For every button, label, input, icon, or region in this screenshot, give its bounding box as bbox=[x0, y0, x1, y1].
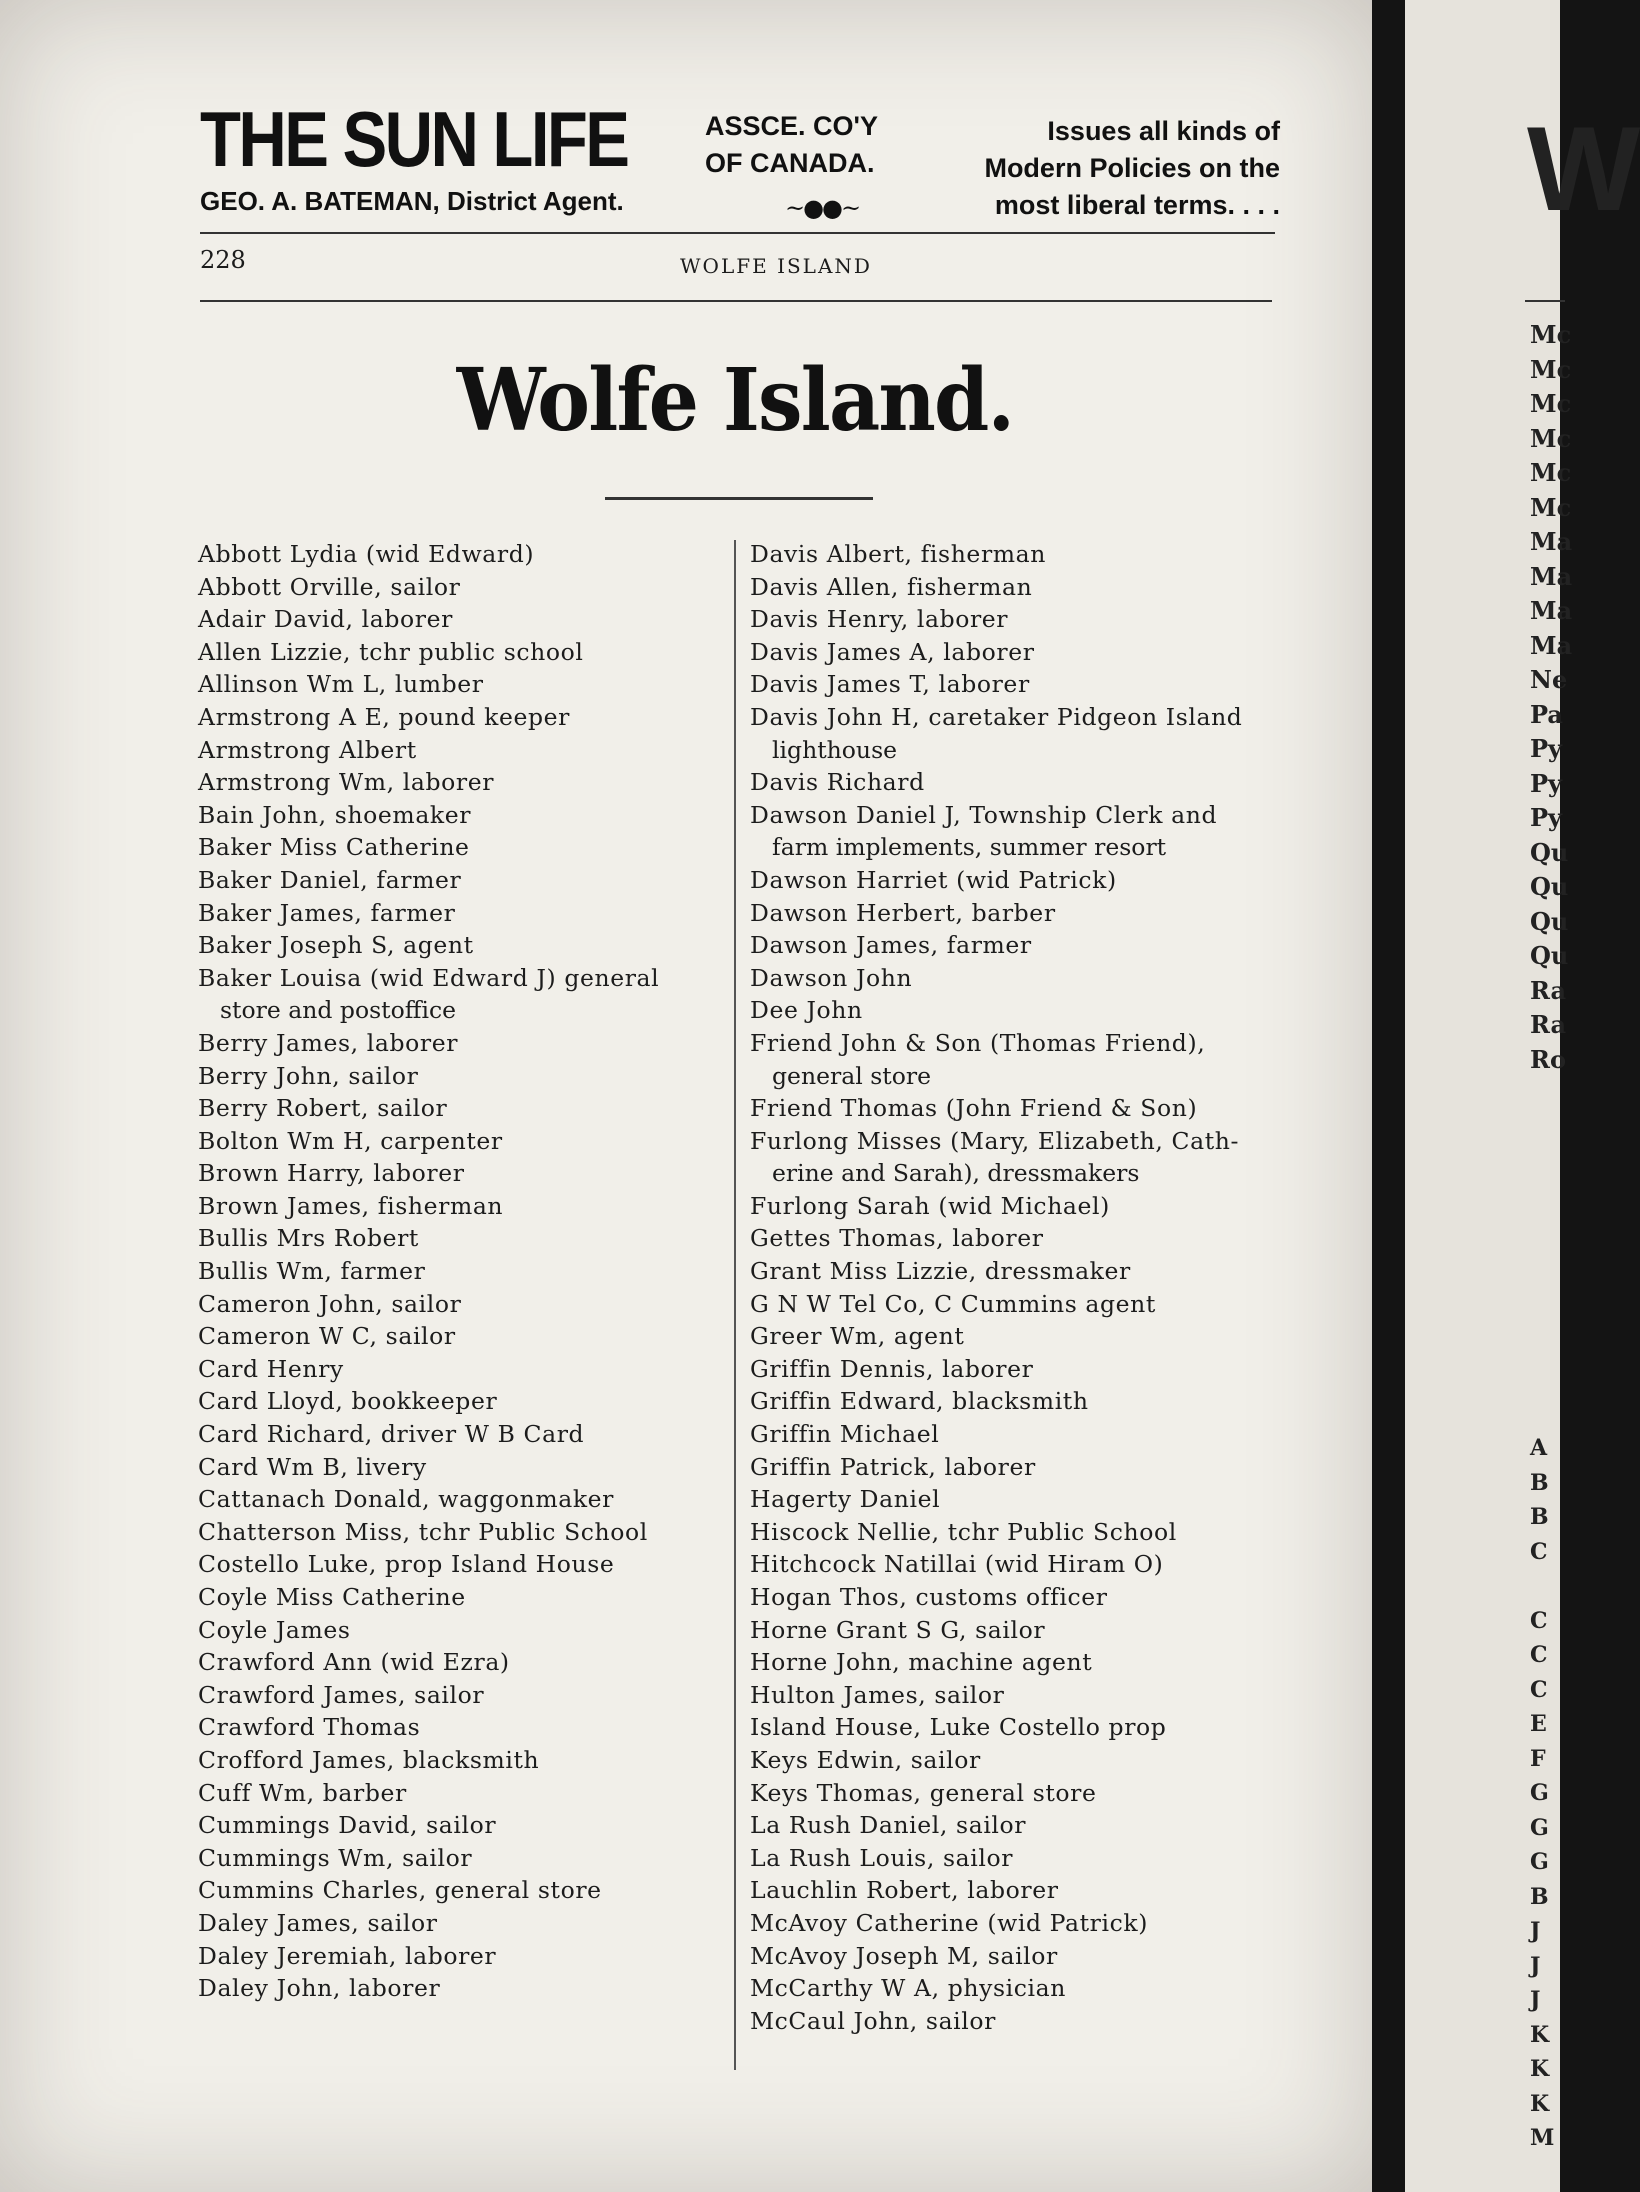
entry-text: Crawford James, sailor bbox=[198, 1680, 485, 1709]
entry-text: Baker Louisa (wid Edward J) general bbox=[198, 963, 660, 992]
entry-text: Card Richard, driver W B Card bbox=[198, 1420, 585, 1449]
next-page-fragment: J bbox=[1530, 1952, 1541, 1979]
running-head bbox=[200, 246, 1270, 286]
next-page-fragment: Mc bbox=[1530, 354, 1572, 384]
next-page-fragment: J bbox=[1530, 1987, 1541, 2013]
page-number: 228 bbox=[200, 246, 246, 274]
directory-entry bbox=[198, 1385, 733, 1418]
directory-entry bbox=[198, 1711, 733, 1744]
directory-entry bbox=[198, 1972, 733, 2005]
directory-entry bbox=[750, 603, 1285, 636]
entry-text: Dawson Herbert, barber bbox=[750, 898, 1056, 927]
directory-entry bbox=[198, 734, 733, 767]
entry-text: Berry James, laborer bbox=[198, 1028, 459, 1057]
directory-entry bbox=[198, 864, 733, 897]
next-page-letter: W bbox=[1527, 102, 1640, 236]
entry-text: Baker Joseph S, agent bbox=[198, 931, 474, 960]
next-page-fragment: Py bbox=[1530, 768, 1562, 798]
entry-text: Adair David, laborer bbox=[198, 605, 453, 634]
entry-text: Davis John H, caretaker Pidgeon Island bbox=[750, 702, 1243, 731]
entry-text: Baker Miss Catherine bbox=[198, 833, 470, 862]
directory-entry bbox=[750, 1907, 1285, 1940]
directory-entry bbox=[198, 1744, 733, 1777]
directory-entry bbox=[750, 962, 1285, 995]
entry-text: Keys Thomas, general store bbox=[750, 1778, 1097, 1807]
directory-column-left bbox=[198, 538, 733, 2005]
next-page-fragment: C bbox=[1530, 1538, 1548, 1565]
next-page-fragment: G bbox=[1530, 1780, 1549, 1806]
entry-text: Dawson Daniel J, Township Clerk and bbox=[750, 800, 1218, 829]
directory-entry bbox=[750, 799, 1285, 864]
entry-text: Greer Wm, agent bbox=[750, 1322, 965, 1351]
next-page-fragment: Mc bbox=[1530, 423, 1572, 453]
directory-entry bbox=[750, 1516, 1285, 1549]
directory-entry bbox=[750, 1353, 1285, 1386]
directory-entry bbox=[750, 571, 1285, 604]
next-page-fragment: Ra bbox=[1530, 975, 1567, 1005]
directory-entry bbox=[750, 1320, 1285, 1353]
entry-text: G N W Tel Co, C Cummins agent bbox=[750, 1289, 1156, 1318]
directory-entry bbox=[198, 1190, 733, 1223]
entry-text: Bullis Mrs Robert bbox=[198, 1224, 419, 1253]
directory-entry bbox=[750, 1418, 1285, 1451]
directory-entry bbox=[750, 1581, 1285, 1614]
ad-divider bbox=[200, 232, 1275, 234]
directory-entry bbox=[198, 1907, 733, 1940]
page-title: Wolfe Island. bbox=[456, 350, 1014, 451]
next-page-fragment: Qu bbox=[1530, 906, 1569, 936]
entry-text: McAvoy Catherine (wid Patrick) bbox=[750, 1908, 1148, 1937]
entry-text: Furlong Misses (Mary, Elizabeth, Cath- bbox=[750, 1126, 1240, 1155]
entry-text: Keys Edwin, sailor bbox=[750, 1745, 981, 1774]
directory-entry bbox=[750, 701, 1285, 766]
directory-column-right bbox=[750, 538, 1285, 2037]
next-page-fragment: Ne bbox=[1530, 665, 1568, 694]
directory-entry bbox=[750, 1874, 1285, 1907]
ad-agent: GEO. A. BATEMAN, District Agent. bbox=[200, 186, 624, 216]
entry-text: Brown James, fisherman bbox=[198, 1191, 504, 1220]
entry-text: Chatterson Miss, tchr Public School bbox=[198, 1517, 648, 1546]
entry-text: Armstrong A E, pound keeper bbox=[198, 702, 570, 731]
entry-text: La Rush Daniel, sailor bbox=[750, 1811, 1027, 1840]
directory-entry bbox=[750, 538, 1285, 571]
next-page-edge bbox=[1405, 0, 1640, 2192]
entry-text: Bain John, shoemaker bbox=[198, 800, 472, 829]
entry-text: Dawson Harriet (wid Patrick) bbox=[750, 865, 1117, 894]
entry-text: Daley Jeremiah, laborer bbox=[198, 1941, 497, 1970]
next-page-fragment: Py bbox=[1530, 803, 1562, 832]
entry-text: McCarthy W A, physician bbox=[750, 1974, 1066, 2003]
directory-entry bbox=[198, 1548, 733, 1581]
next-page-fragments-lower bbox=[1530, 1435, 1554, 2160]
ad-slogan-line: Modern Policies on the bbox=[984, 153, 1280, 183]
column-divider bbox=[734, 540, 736, 2070]
next-page-rule bbox=[1525, 300, 1565, 302]
directory-entry bbox=[750, 1222, 1285, 1255]
entry-text: Costello Luke, prop Island House bbox=[198, 1550, 615, 1579]
entry-text: Crawford Thomas bbox=[198, 1713, 421, 1742]
entry-text: Cuff Wm, barber bbox=[198, 1778, 407, 1807]
entry-text: Griffin Michael bbox=[750, 1420, 940, 1449]
entry-continuation: farm implements, summer resort bbox=[772, 833, 1167, 862]
next-page-fragment: Qu bbox=[1530, 941, 1569, 970]
entry-text: Davis James A, laborer bbox=[750, 637, 1035, 666]
next-page-fragment: E bbox=[1530, 1711, 1547, 1737]
entry-text: Dawson James, farmer bbox=[750, 931, 1032, 960]
entry-text: Friend John & Son (Thomas Friend), bbox=[750, 1028, 1206, 1057]
entry-text: Hulton James, sailor bbox=[750, 1680, 1005, 1709]
next-page-fragment: M bbox=[1530, 2125, 1555, 2151]
entry-text: Davis Richard bbox=[750, 768, 925, 797]
entry-text: Lauchlin Robert, laborer bbox=[750, 1876, 1059, 1905]
directory-entry bbox=[198, 701, 733, 734]
directory-entry bbox=[750, 1092, 1285, 1125]
entry-text: Island House, Luke Costello prop bbox=[750, 1713, 1167, 1742]
entry-text: Horne Grant S G, sailor bbox=[750, 1615, 1046, 1644]
next-page-fragment: K bbox=[1530, 2021, 1550, 2048]
entry-text: Gettes Thomas, laborer bbox=[750, 1224, 1044, 1253]
next-page-fragment: A bbox=[1530, 1435, 1548, 1461]
next-page-fragment: B bbox=[1530, 1504, 1549, 1530]
directory-entry bbox=[750, 1940, 1285, 1973]
entry-continuation: lighthouse bbox=[772, 735, 898, 764]
directory-entry bbox=[198, 1842, 733, 1875]
directory-entry bbox=[750, 1255, 1285, 1288]
directory-entry bbox=[198, 1027, 733, 1060]
directory-entry bbox=[198, 1874, 733, 1907]
entry-text: Berry Robert, sailor bbox=[198, 1094, 448, 1123]
next-page-fragment bbox=[1530, 1573, 1554, 1608]
directory-entry bbox=[198, 766, 733, 799]
directory-entry bbox=[198, 1125, 733, 1158]
entry-text: Coyle Miss Catherine bbox=[198, 1583, 466, 1611]
directory-entry bbox=[198, 1092, 733, 1125]
directory-entry bbox=[198, 603, 733, 636]
entry-text: Dawson John bbox=[750, 963, 913, 992]
directory-entry bbox=[750, 668, 1285, 701]
next-page-fragment: C bbox=[1530, 1642, 1548, 1668]
entry-text: Card Wm B, livery bbox=[198, 1452, 427, 1481]
directory-entry bbox=[198, 897, 733, 930]
directory-entry bbox=[750, 1190, 1285, 1223]
directory-entry bbox=[198, 1646, 733, 1679]
next-page-fragment: Mc bbox=[1530, 458, 1572, 487]
entry-text: Horne John, machine agent bbox=[750, 1648, 1093, 1677]
directory-entry bbox=[750, 1614, 1285, 1647]
directory-entry bbox=[198, 1777, 733, 1810]
directory-entry bbox=[198, 1516, 733, 1549]
next-page-fragment: G bbox=[1530, 1849, 1549, 1875]
directory-entry bbox=[750, 1679, 1285, 1712]
next-page-fragment: Pa bbox=[1530, 699, 1563, 729]
entry-text: Daley James, sailor bbox=[198, 1908, 438, 1937]
directory-entry bbox=[198, 1483, 733, 1516]
next-page-fragment: F bbox=[1530, 1745, 1546, 1772]
directory-entry bbox=[198, 538, 733, 571]
entry-continuation: general store bbox=[772, 1061, 932, 1090]
directory-entry bbox=[750, 1809, 1285, 1842]
directory-entry bbox=[750, 636, 1285, 669]
directory-entry bbox=[750, 864, 1285, 897]
next-page-fragment: K bbox=[1530, 2056, 1550, 2082]
directory-entry bbox=[750, 994, 1285, 1027]
advertisement-banner bbox=[200, 95, 1280, 240]
ad-company bbox=[705, 108, 878, 182]
entry-text: Armstrong Wm, laborer bbox=[198, 768, 495, 797]
entry-continuation: store and postoffice bbox=[220, 996, 457, 1025]
directory-entry bbox=[750, 1711, 1285, 1744]
entry-text: Baker James, farmer bbox=[198, 898, 456, 927]
directory-entry bbox=[198, 1679, 733, 1712]
next-page-fragment: Py bbox=[1530, 734, 1562, 763]
entry-text: Brown Harry, laborer bbox=[198, 1159, 465, 1188]
entry-text: Cummings Wm, sailor bbox=[198, 1843, 473, 1872]
directory-entry bbox=[198, 571, 733, 604]
entry-text: Crofford James, blacksmith bbox=[198, 1745, 540, 1774]
entry-text: Davis Allen, fisherman bbox=[750, 572, 1033, 601]
entry-text: Berry John, sailor bbox=[198, 1061, 419, 1090]
directory-entry bbox=[198, 799, 733, 832]
entry-text: Furlong Sarah (wid Michael) bbox=[750, 1191, 1110, 1220]
directory-entry bbox=[198, 831, 733, 864]
directory-entry bbox=[198, 636, 733, 669]
directory-entry bbox=[198, 929, 733, 962]
entry-text: Hagerty Daniel bbox=[750, 1485, 941, 1514]
next-page-fragment: Qu bbox=[1530, 872, 1569, 901]
directory-entry bbox=[750, 1125, 1285, 1190]
entry-text: Davis Henry, laborer bbox=[750, 605, 1009, 634]
directory-entry bbox=[750, 929, 1285, 962]
directory-entry bbox=[198, 668, 733, 701]
entry-text: Griffin Edward, blacksmith bbox=[750, 1387, 1089, 1416]
next-page-fragment: Ma bbox=[1530, 527, 1573, 556]
ad-company-line: OF CANADA. bbox=[705, 148, 875, 178]
running-title: WOLFE ISLAND bbox=[680, 254, 872, 278]
directory-entry bbox=[750, 1385, 1285, 1418]
entry-text: Dee John bbox=[750, 996, 863, 1025]
header-divider bbox=[200, 300, 1272, 302]
directory-entry bbox=[750, 1483, 1285, 1516]
next-page-fragment: Ma bbox=[1530, 561, 1573, 591]
ornament-icon: ~●●~ bbox=[785, 194, 860, 222]
next-page-fragment: Mc bbox=[1530, 320, 1572, 349]
entry-text: Bullis Wm, farmer bbox=[198, 1257, 426, 1286]
next-page-fragment: J bbox=[1530, 1918, 1541, 1944]
directory-entry bbox=[198, 1060, 733, 1093]
entry-text: Abbott Lydia (wid Edward) bbox=[198, 540, 535, 568]
ad-slogan bbox=[935, 113, 1280, 224]
entry-text: Griffin Dennis, laborer bbox=[750, 1354, 1034, 1383]
directory-entry bbox=[750, 1842, 1285, 1875]
next-page-fragment: K bbox=[1530, 2090, 1550, 2117]
directory-entry bbox=[198, 1255, 733, 1288]
entry-text: Hitchcock Natillai (wid Hiram O) bbox=[750, 1550, 1164, 1579]
next-page-fragment: B bbox=[1530, 1883, 1549, 1910]
entry-text: Armstrong Albert bbox=[198, 735, 417, 764]
directory-entry bbox=[198, 1288, 733, 1321]
directory-entry bbox=[198, 1809, 733, 1842]
entry-text: Cameron John, sailor bbox=[198, 1289, 462, 1318]
entry-text: Allen Lizzie, tchr public school bbox=[198, 637, 584, 666]
entry-text: McAvoy Joseph M, sailor bbox=[750, 1941, 1058, 1970]
entry-text: Coyle James bbox=[198, 1615, 351, 1644]
entry-text: Hiscock Nellie, tchr Public School bbox=[750, 1517, 1177, 1546]
entry-text: La Rush Louis, sailor bbox=[750, 1843, 1014, 1872]
next-page-fragment: B bbox=[1530, 1469, 1549, 1496]
entry-text: Cummins Charles, general store bbox=[198, 1876, 602, 1905]
directory-entry bbox=[750, 1972, 1285, 2005]
ad-company-line: ASSCE. CO'Y bbox=[705, 111, 878, 141]
directory-entry bbox=[198, 1451, 733, 1484]
next-page-fragment: Mc bbox=[1530, 389, 1572, 418]
entry-text: Baker Daniel, farmer bbox=[198, 865, 462, 894]
ad-slogan-line: most liberal terms. . . . bbox=[994, 190, 1280, 220]
entry-text: Allinson Wm L, lumber bbox=[198, 670, 484, 699]
directory-entry bbox=[750, 1451, 1285, 1484]
directory-entry bbox=[750, 1646, 1285, 1679]
entry-text: Bolton Wm H, carpenter bbox=[198, 1126, 503, 1155]
directory-entry bbox=[750, 897, 1285, 930]
entry-text: Cummings David, sailor bbox=[198, 1811, 497, 1840]
directory-entry bbox=[750, 2005, 1285, 2038]
directory-entry bbox=[750, 1288, 1285, 1321]
entry-text: Card Henry bbox=[198, 1354, 344, 1383]
next-page-fragments bbox=[1530, 320, 1572, 1079]
directory-entry bbox=[750, 1777, 1285, 1810]
ad-title: THE SUN LIFE bbox=[200, 95, 628, 183]
entry-text: McCaul John, sailor bbox=[750, 2006, 996, 2035]
entry-text: Davis James T, laborer bbox=[750, 670, 1030, 699]
directory-entry bbox=[198, 1353, 733, 1386]
directory-entry bbox=[198, 1614, 733, 1647]
next-page-fragment: C bbox=[1530, 1607, 1548, 1634]
next-page-fragment: C bbox=[1530, 1676, 1548, 1703]
next-page-fragment: Ro bbox=[1530, 1044, 1566, 1074]
entry-text: Hogan Thos, customs officer bbox=[750, 1583, 1108, 1611]
directory-entry bbox=[198, 962, 733, 1027]
entry-text: Crawford Ann (wid Ezra) bbox=[198, 1648, 510, 1677]
directory-entry bbox=[750, 1744, 1285, 1777]
entry-continuation: erine and Sarah), dressmakers bbox=[772, 1159, 1140, 1188]
entry-text: Friend Thomas (John Friend & Son) bbox=[750, 1094, 1198, 1123]
next-page-fragment: Ma bbox=[1530, 630, 1573, 660]
entry-text: Card Lloyd, bookkeeper bbox=[198, 1387, 498, 1416]
directory-entry bbox=[750, 766, 1285, 799]
next-page-fragment: Ra bbox=[1530, 1010, 1567, 1039]
directory-entry bbox=[750, 1548, 1285, 1581]
entry-text: Daley John, laborer bbox=[198, 1974, 441, 2003]
entry-text: Cameron W C, sailor bbox=[198, 1322, 456, 1351]
directory-entry bbox=[198, 1222, 733, 1255]
entry-text: Grant Miss Lizzie, dressmaker bbox=[750, 1257, 1131, 1286]
entry-text: Griffin Patrick, laborer bbox=[750, 1452, 1036, 1481]
title-divider bbox=[605, 497, 873, 500]
directory-entry bbox=[750, 1027, 1285, 1092]
next-page-fragment: Ma bbox=[1530, 596, 1573, 625]
directory-entry bbox=[198, 1320, 733, 1353]
next-page-fragment: Qu bbox=[1530, 837, 1569, 867]
entry-text: Cattanach Donald, waggonmaker bbox=[198, 1485, 615, 1514]
directory-entry bbox=[198, 1581, 733, 1614]
ad-slogan-line: Issues all kinds of bbox=[1047, 116, 1280, 146]
entry-text: Davis Albert, fisherman bbox=[750, 540, 1047, 568]
directory-entry bbox=[198, 1157, 733, 1190]
next-page-fragment: G bbox=[1530, 1814, 1549, 1841]
directory-entry bbox=[198, 1940, 733, 1973]
entry-text: Abbott Orville, sailor bbox=[198, 572, 461, 601]
next-page-fragment: Mc bbox=[1530, 492, 1572, 522]
directory-entry bbox=[198, 1418, 733, 1451]
